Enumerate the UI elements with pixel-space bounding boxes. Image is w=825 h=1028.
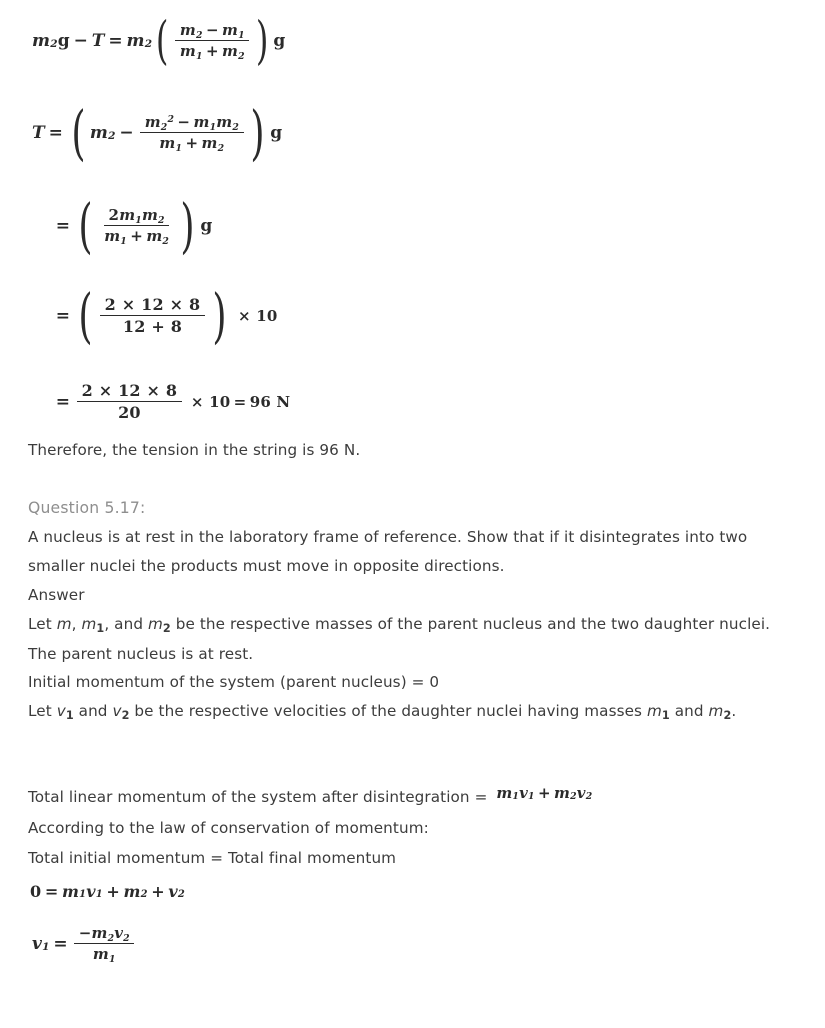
eq2-fraction-denominator: $m_1 + m_2$ (159, 133, 225, 154)
let-velocities-paragraph (28, 697, 798, 727)
var-m2-b-sub: 2 (723, 709, 732, 723)
conservation-law-text: According to the law of conservation of momentum: (28, 819, 429, 837)
var-m2-sub: 2 (162, 622, 171, 636)
eq3-equals: = (55, 215, 71, 236)
var-m1: m (81, 615, 97, 633)
eq2-first-m: m (89, 122, 109, 143)
eq1-fraction (175, 22, 249, 60)
eq-v1-denominator: $m_1$ (92, 944, 116, 965)
let-velocities-period: . (731, 702, 737, 720)
let-masses-paragraph (28, 610, 798, 669)
var-v1-sub: 1 (65, 709, 74, 723)
eq4-denominator: 12 + 8 (122, 316, 183, 336)
conclusion-tension-text: Therefore, the tension in the string is 96 N. (28, 441, 361, 459)
eq3-trailing-g: g (200, 215, 213, 236)
eq3-fraction-denominator: $m_1 + m_2$ (104, 226, 170, 247)
eq5-equals-2: = (233, 392, 247, 411)
equation-1-content: m $_2$ g − T = m $_2$ ( $\frac{m_2 - m_1}{m_1 + m_2}$ ) g (32, 10, 286, 71)
let-velocities-prefix: Let (28, 702, 57, 720)
eq2-trailing-g: g (270, 122, 283, 143)
equation-4-content: = ( $\frac{2 \times 12 \times 8}{12 + 8}$ ) × 10 (55, 281, 278, 350)
var-v2: v (112, 702, 122, 720)
total-initial-equals-final-text: Total initial momentum = Total final momentum (28, 849, 397, 867)
equation-conservation-content: 0 = m $_1$ v $_1$ + m $_2$ + v $_2$ (30, 882, 185, 901)
eq1-fraction-numerator: $m_2 - m_1$ (175, 22, 249, 41)
eq-v1-numerator: $-m_2v_2$ (74, 925, 134, 944)
eq5-equals: = (55, 391, 71, 412)
let-masses-suffix: be the respective masses of the parent nucleus and the two daughter nuclei. The parent nucleus is at rest. (28, 615, 771, 663)
eq1-fraction-denominator: $m_1 + m_2$ (179, 41, 245, 62)
eq1-m-sub: 2 (50, 38, 58, 51)
eq2-equals: = (48, 122, 64, 143)
eq-cons-equals: = (44, 882, 59, 901)
equation-tension-simplified (52, 191, 213, 260)
eq3-fraction (100, 207, 174, 245)
eq-cons-zero: 0 (30, 882, 42, 901)
initial-momentum-text: Initial momentum of the system (parent nucleus) = 0 (28, 673, 440, 691)
eq-v1-equals: = (53, 933, 68, 954)
eq1-trailing-g: g (273, 30, 286, 51)
eq3-fraction-numerator: $2m_1m_2$ (104, 207, 169, 226)
total-linear-momentum-label: Total linear momentum of the system after disintegration = (28, 788, 493, 806)
var-m1-b-sub: 1 (661, 709, 670, 723)
let-velocities-and-1: and (73, 702, 113, 720)
equation-5-content (52, 382, 290, 422)
eq2-tension: T (32, 122, 45, 143)
eq4-numerator: 2 × 12 × 8 (100, 296, 205, 316)
equation-momentum-conservation (30, 882, 185, 901)
eq2-fraction (140, 114, 243, 152)
eq1-m: m (32, 30, 51, 51)
total-linear-momentum-line (28, 783, 798, 812)
equation-3-content: = ( $\frac{2m_1m_2}{m_1 + m_2}$ ) g (55, 191, 213, 260)
let-masses-comma-1: , (71, 615, 82, 633)
eq4-multiplier: × 10 (238, 306, 278, 325)
eq5-numerator: 2 × 12 × 8 (77, 382, 182, 402)
eq1-equals: = (108, 30, 123, 51)
var-m2: m (147, 615, 163, 633)
equation-tension-expanded (32, 98, 283, 167)
var-m1-b: m (646, 702, 662, 720)
let-masses-and: , and (104, 615, 148, 633)
answer-label: Answer (28, 586, 85, 604)
var-m1-sub: 1 (96, 622, 105, 636)
eq5-fraction (77, 382, 182, 422)
question-body-text: A nucleus is at rest in the laboratory frame of reference. Show that if it disintegrates into two smaller nuclei the products must move in opposite directions. (28, 528, 748, 575)
eq-v1-lhs: v (32, 933, 43, 954)
eq1-coef-sub: 2 (144, 38, 153, 51)
equation-newton-second-law-m2 (32, 10, 286, 71)
equation-v1-content: v $_1$ = $\frac{-m_2v_2}{m_1}$ (32, 925, 137, 963)
eq1-tension: T (91, 30, 105, 51)
eq1-minus: − (73, 30, 89, 51)
equation-numeric-substitution (52, 281, 278, 350)
let-masses-prefix: Let (28, 615, 57, 633)
eq4-equals: = (55, 305, 71, 326)
eq-v1-fraction (74, 925, 134, 963)
let-velocities-and-2: and (669, 702, 709, 720)
eq1-g: g (57, 30, 70, 51)
total-linear-momentum-expression: m $_1$ v $_1$ + m $_2$ v $_2$ (496, 784, 593, 802)
eq1-coef-m: m (126, 30, 145, 51)
var-v1: v (56, 702, 66, 720)
eq2-minus: − (119, 122, 134, 143)
eq5-multiplier: × 10 (190, 392, 231, 411)
var-m2-b: m (708, 702, 724, 720)
eq5-denominator: 20 (118, 402, 141, 422)
equation-2-content: T = ( m $_2$ − $\frac{m_2^2 - m_1m_2}{m_1 + m_2}$ ) g (32, 98, 283, 167)
let-velocities-middle: be the respective velocities of the daughter nuclei having masses (129, 702, 647, 720)
var-v2-sub: 2 (121, 709, 130, 723)
equation-velocity-one-solved (32, 925, 137, 963)
equation-final-tension-value (52, 382, 290, 422)
eq4-fraction (100, 296, 205, 336)
question-heading: Question 5.17: (28, 499, 146, 517)
eq2-fraction-numerator: $m_2^2 - m_1m_2$ (140, 114, 243, 133)
eq5-result: 96 N (249, 392, 291, 411)
var-m: m (56, 615, 72, 633)
